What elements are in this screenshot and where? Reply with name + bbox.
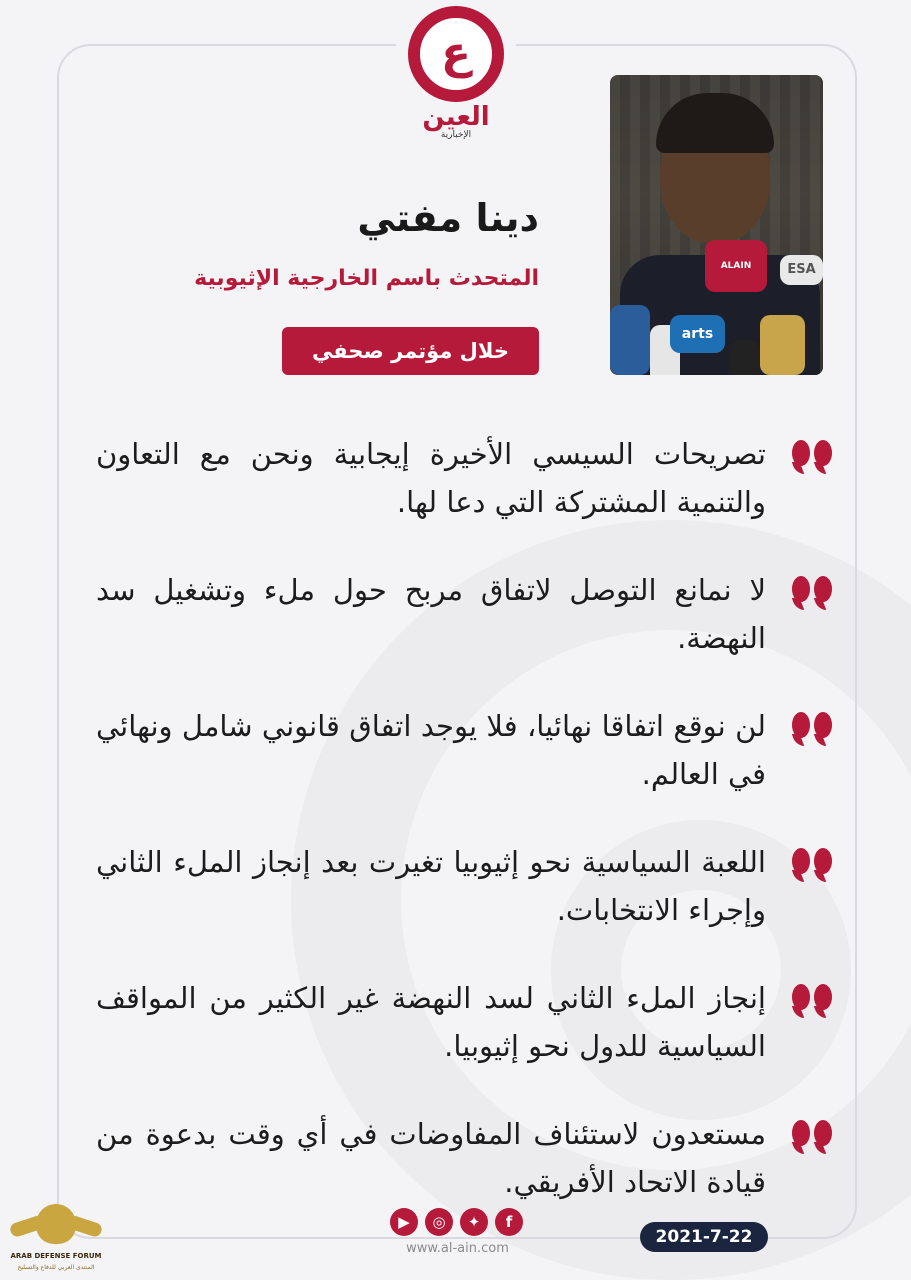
quote-mark-icon (786, 1120, 832, 1154)
instagram-icon[interactable]: ◎ (425, 1208, 453, 1236)
social-icons (390, 1208, 525, 1238)
quote-mark-icon (786, 712, 832, 746)
al-ain-logo (396, 0, 516, 150)
quote-mark-icon (786, 848, 832, 882)
speaker-photo (610, 75, 823, 375)
facebook-icon[interactable]: f (495, 1208, 523, 1236)
quote-item (92, 566, 832, 702)
logo-name: العين (422, 102, 490, 132)
forum-name: ARAB DEFENSE FORUM (10, 1252, 102, 1260)
microphone-arts: arts (670, 315, 725, 353)
context-badge: خلال مؤتمر صحفي (282, 327, 539, 375)
twitter-icon[interactable]: ✦ (460, 1208, 488, 1236)
quote-text: تصريحات السيسي الأخيرة إيجابية ونحن مع التعاون والتنمية المشتركة التي دعا لها. (96, 437, 766, 519)
microphone-esa: ESA (780, 255, 823, 285)
quote-mark-icon (786, 984, 832, 1018)
microphone-alain: ALAIN (705, 240, 767, 292)
quote-text: إنجاز الملء الثاني لسد النهضة غير الكثير من المواقف السياسية للدول نحو إثيوبيا. (96, 981, 766, 1063)
logo-ring-icon (408, 6, 504, 102)
forum-emblem-icon (36, 1204, 76, 1244)
speaker-name: دينا مفتي (357, 196, 539, 240)
quote-mark-icon (786, 576, 832, 610)
forum-watermark-logo (6, 1200, 106, 1280)
quote-item (92, 430, 832, 566)
quote-item (92, 702, 832, 838)
quote-text: مستعدون لاستئناف المفاوضات في أي وقت بدعوة من قيادة الاتحاد الأفريقي. (96, 1117, 766, 1199)
logo-subtitle: الإخبارية (440, 130, 472, 140)
quote-item (92, 838, 832, 974)
microphone (730, 340, 760, 375)
quote-mark-icon (786, 440, 832, 474)
quotes-list (92, 430, 832, 1246)
quote-text: لن نوقع اتفاقا نهائيا، فلا يوجد اتفاق قانوني شامل ونهائي في العالم. (96, 709, 766, 791)
logo-glyph: ع (440, 28, 472, 79)
speaker-position: المتحدث باسم الخارجية الإثيوبية (194, 266, 539, 291)
microphone (610, 305, 650, 375)
quote-item (92, 974, 832, 1110)
date-badge: 2021-7-22 (640, 1222, 768, 1252)
youtube-icon[interactable]: ▶ (390, 1208, 418, 1236)
quote-text: لا نمانع التوصل لاتفاق مربح حول ملء وتشغيل سد النهضة. (96, 573, 766, 655)
forum-arabic-name: المنتدى العربي للدفاع والتسليح (17, 1264, 95, 1271)
microphone (760, 315, 805, 375)
quote-text: اللعبة السياسية نحو إثيوبيا تغيرت بعد إنجاز الملء الثاني وإجراء الانتخابات. (96, 845, 766, 927)
website-link[interactable]: www.al-ain.com (406, 1241, 509, 1256)
